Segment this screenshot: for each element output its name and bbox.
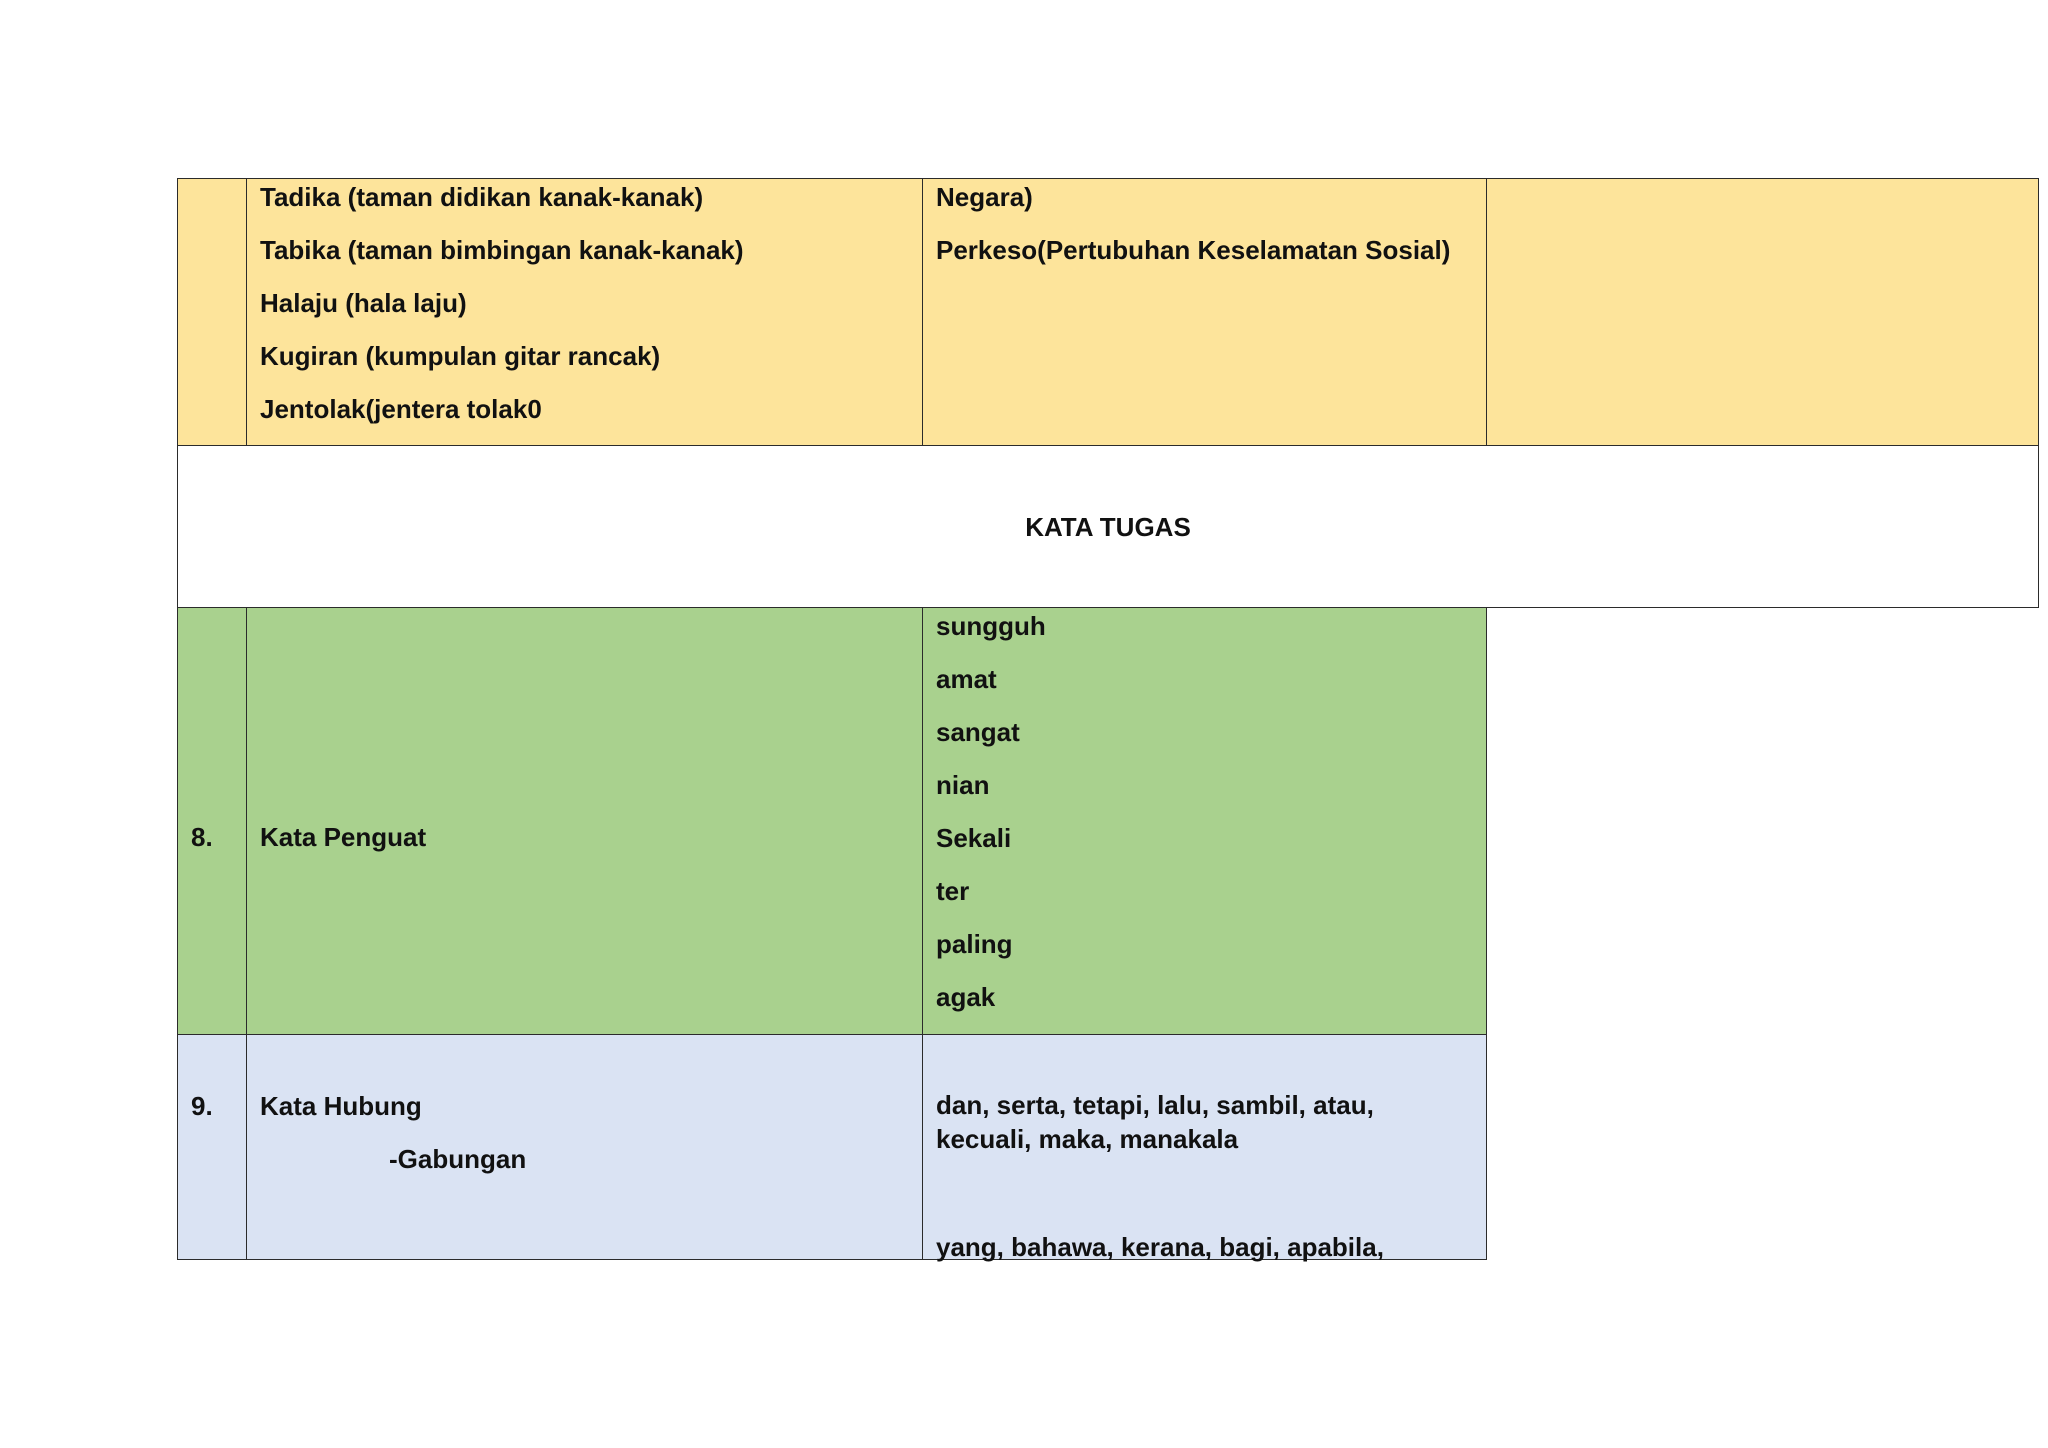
row8-examples-cell bbox=[922, 607, 1487, 1035]
row8-number: 8. bbox=[191, 822, 213, 852]
row9-sublabel: -Gabungan bbox=[389, 1144, 527, 1174]
section-heading: KATA TUGAS bbox=[1025, 511, 1191, 542]
row8-label: Kata Penguat bbox=[260, 822, 427, 852]
conjunction-examples-2: yang, bahawa, kerana, bagi, apabila, bbox=[936, 1232, 1384, 1262]
row9-label-cell bbox=[246, 1034, 923, 1260]
abbreviation-item: Jentolak(jentera tolak0 bbox=[260, 394, 542, 424]
conjunction-examples-1: dan, serta, tetapi, lalu, sambil, atau, kecuali, maka, manakala bbox=[936, 1090, 1374, 1154]
top-left-cell bbox=[246, 178, 923, 446]
intensifier-item: Sekali bbox=[936, 823, 1012, 853]
row8-number-cell bbox=[177, 607, 247, 1035]
abbreviation-item: Tadika (taman didikan kanak-kanak) bbox=[260, 182, 704, 212]
abbreviation-list bbox=[260, 171, 744, 436]
abbreviation-item: Kugiran (kumpulan gitar rancak) bbox=[260, 341, 661, 371]
top-number-cell bbox=[177, 178, 247, 446]
top-right-cell bbox=[1486, 178, 2039, 446]
abbreviation-item: Tabika (taman bimbingan kanak-kanak) bbox=[260, 235, 744, 265]
row9-number-cell bbox=[177, 1034, 247, 1260]
heading-cell bbox=[177, 445, 2039, 608]
intensifier-item: agak bbox=[936, 982, 996, 1012]
row9-label: Kata Hubung bbox=[260, 1091, 422, 1121]
intensifier-item: paling bbox=[936, 929, 1013, 959]
row9-number: 9. bbox=[191, 1091, 213, 1121]
intensifier-list bbox=[936, 600, 1046, 1024]
top-middle-cell bbox=[922, 178, 1487, 446]
row8-label-cell bbox=[246, 607, 923, 1035]
intensifier-item: sungguh bbox=[936, 611, 1046, 641]
intensifier-item: amat bbox=[936, 664, 997, 694]
intensifier-item: sangat bbox=[936, 717, 1020, 747]
acronym-list bbox=[936, 171, 1450, 277]
abbreviation-item: Halaju (hala laju) bbox=[260, 288, 467, 318]
intensifier-item: nian bbox=[936, 770, 990, 800]
acronym-item: Perkeso(Pertubuhan Keselamatan Sosial) bbox=[936, 235, 1451, 265]
intensifier-item: ter bbox=[936, 876, 970, 906]
acronym-item: Negara) bbox=[936, 182, 1033, 212]
row9-examples-cell bbox=[922, 1034, 1487, 1260]
